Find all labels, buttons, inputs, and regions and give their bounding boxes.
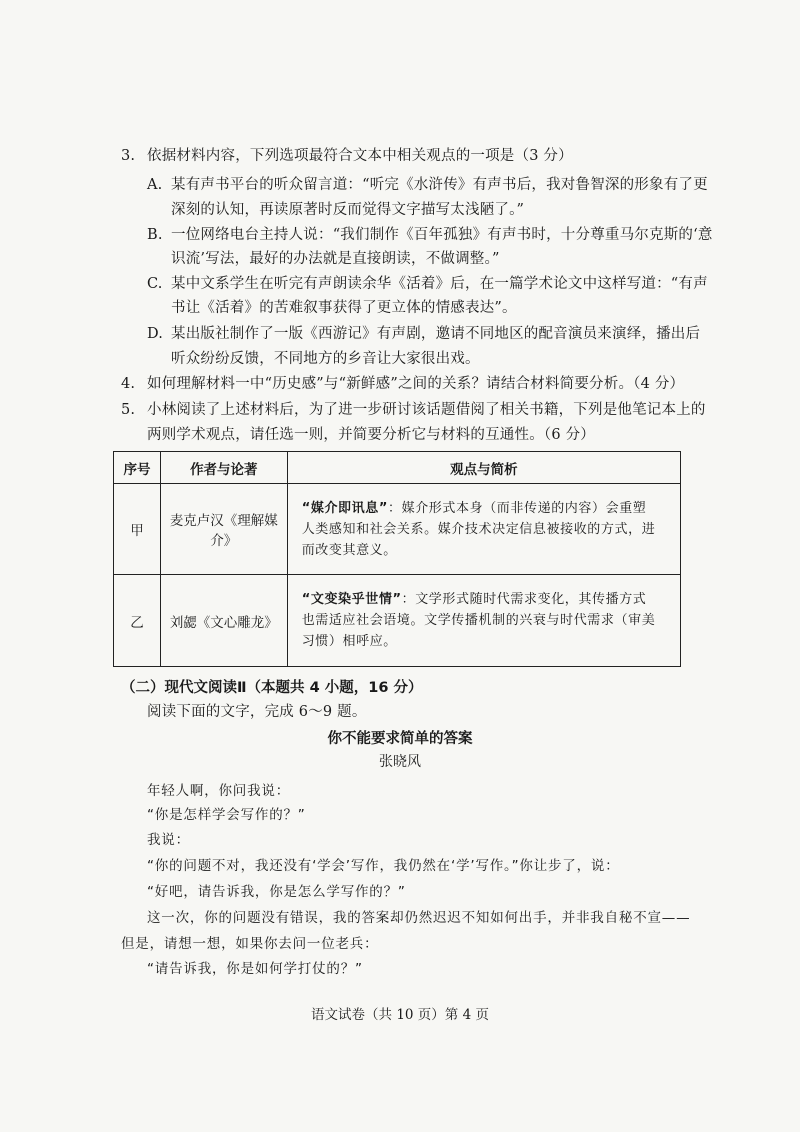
- option-text: 一位网络电台主持人说：“我们制作《百年孤独》有声书时，十分尊重马尔克斯的‘意: [171, 227, 713, 243]
- option-c-line1: [147, 274, 708, 294]
- option-letter: A.: [147, 177, 163, 193]
- option-b-line1: [147, 225, 713, 245]
- row-author: 麦克卢汉《理解媒介》: [160, 484, 287, 575]
- question-text: 小林阅读了上述材料后，为了进一步研讨该话题借阅了相关书籍，下列是他笔记本上的: [147, 402, 706, 418]
- essay-title: 你不能要求简单的答案: [327, 731, 473, 747]
- question-number: 4.: [121, 376, 136, 392]
- option-text: 某出版社制作了一版《西游记》有声剧，邀请不同地区的配音演员来演绎，播出后: [171, 326, 701, 342]
- notes-table: [113, 451, 681, 667]
- option-letter: C.: [147, 276, 163, 292]
- option-c-line2: 书让《活着》的苦难叙事获得了更立体的情感表达”。: [171, 300, 517, 316]
- essay-line: 但是，请想一想，如果你去问一位老兵：: [121, 936, 379, 952]
- view-line: 人类感知和社会关系。媒介技术决定信息被接收的方式，进: [301, 521, 656, 537]
- essay-author: 张晓风: [379, 754, 421, 770]
- header-index: 序号: [114, 452, 161, 484]
- question-4: [121, 374, 684, 394]
- essay-line: 年轻人啊，你问我说：: [147, 783, 290, 799]
- option-d-line2: 听众纷纷反馈，不同地方的乡音让大家很出戏。: [171, 351, 480, 367]
- option-d-line1: [147, 324, 700, 344]
- view-line: 而改变其意义。: [301, 542, 397, 558]
- header-view: 观点与简析: [287, 452, 680, 484]
- essay-line: 这一次，你的问题没有错误，我的答案却仍然迟迟不知如何出手，并非我自秘不宣——: [147, 910, 691, 926]
- section-instruction: 阅读下面的文字，完成 6～9 题。: [147, 704, 367, 720]
- table-row: [114, 575, 681, 667]
- question-5-line2: 两则学术观点，请任选一则，并简要分析它与材料的互通性。（6 分）: [147, 427, 595, 443]
- view-line: ：文学形式随时代需求变化，其传播方式: [401, 592, 647, 607]
- option-a-line2: 深刻的认知，再读原著时反而觉得文字描写太浅陋了。”: [171, 202, 525, 218]
- essay-line: “你的问题不对，我还没有‘学会’写作，我仍然在‘学’写作。”你让步了，说：: [147, 858, 620, 874]
- question-text: 如何理解材料一中“历史感”与“新鲜感”之间的关系？请结合材料简要分析。（4 分）: [147, 376, 685, 392]
- row-author: 刘勰《文心雕龙》: [160, 575, 287, 667]
- question-number: 5.: [121, 402, 136, 418]
- row-view: [287, 484, 680, 575]
- view-key: “媒介即讯息”: [301, 500, 388, 516]
- view-key: “文变染乎世情”: [301, 592, 402, 607]
- page-footer: 语文试卷（共 10 页）第 4 页: [311, 1007, 489, 1023]
- question-text: 依据材料内容，下列选项最符合文本中相关观点的一项是（3 分）: [147, 148, 573, 164]
- row-index: 甲: [114, 484, 161, 575]
- essay-line: “你是怎样学会写作的？”: [147, 807, 306, 823]
- view-line: 习惯）相呼应。: [301, 634, 397, 649]
- option-a-line1: [147, 175, 708, 195]
- view-line: 也需适应社会语境。文学传播机制的兴衰与时代需求（审美: [301, 613, 656, 628]
- row-index: 乙: [114, 575, 161, 667]
- row-view: [287, 575, 680, 667]
- question-5-line1: [121, 400, 706, 420]
- option-text: 某有声书平台的听众留言道：“听完《水浒传》有声书后，我对鲁智深的形象有了更: [171, 177, 708, 193]
- option-text: 某中文系学生在听完有声朗读余华《活着》后，在一篇学术论文中这样写道：“有声: [171, 276, 708, 292]
- option-letter: D.: [147, 326, 164, 342]
- section-heading: （二）现代文阅读Ⅱ（本题共 4 小题，16 分）: [121, 680, 423, 696]
- essay-line: “好吧，请告诉我，你是怎么学写作的？”: [147, 884, 406, 900]
- option-b-line2: 识流’写法，最好的办法就是直接朗读，不做调整。”: [171, 251, 500, 267]
- question-number: 3.: [121, 148, 136, 164]
- table-header-row: [114, 452, 681, 484]
- option-letter: B.: [147, 227, 163, 243]
- essay-line: “请告诉我，你是如何学打仗的？”: [147, 961, 363, 977]
- header-author: 作者与论著: [160, 452, 287, 484]
- view-line: ：媒介形式本身（而非传递的内容）会重塑: [388, 500, 647, 516]
- essay-line: 我说：: [147, 832, 190, 848]
- question-3: [121, 146, 573, 166]
- table-row: [114, 484, 681, 575]
